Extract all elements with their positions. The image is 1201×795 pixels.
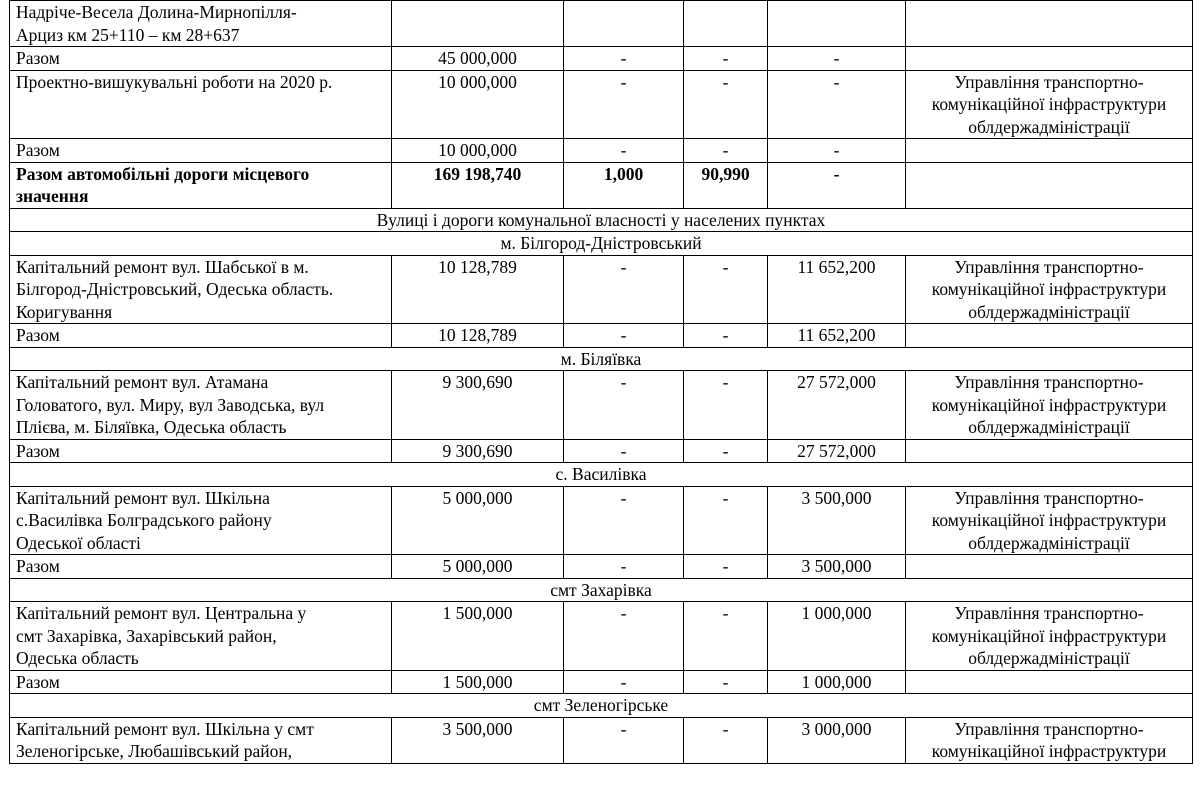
section-header-row [10, 232, 1193, 256]
item-name-cell [10, 70, 392, 139]
item-name-cell-line: Разом [16, 556, 60, 576]
table-row [10, 371, 1193, 440]
amount-cell: 1 500,000 [392, 670, 564, 694]
item-name-cell-line: Одеська область [16, 648, 139, 668]
item-name-cell-line: Проектно-вишукувальні роботи на 2020 р. [16, 71, 333, 92]
amount-cell: 10 128,789 [392, 324, 564, 348]
item-name-cell [10, 486, 392, 555]
value-cell-3: - [564, 439, 684, 463]
section-header-row [10, 463, 1193, 487]
item-name-cell [10, 717, 392, 763]
value-cell-3: - [564, 602, 684, 671]
value-cell-4: - [684, 602, 768, 671]
subtotal-row [10, 555, 1193, 579]
value-cell-5: 27 572,000 [768, 439, 906, 463]
item-name-cell [10, 439, 392, 463]
value-cell-3: - [564, 486, 684, 555]
subtotal-row [10, 324, 1193, 348]
organization-cell [906, 255, 1193, 324]
section-title: смт Захарівка [10, 578, 1193, 602]
budget-table-body [10, 1, 1193, 764]
organization-cell-line: Управління транспортно- [954, 71, 1144, 92]
item-name-cell-line: Надріче-Весела Долина-Мирнопілля- [16, 2, 297, 22]
value-cell-4: - [684, 371, 768, 440]
item-name-cell-line: Капітальний ремонт вул. Шабської в м. [16, 256, 309, 277]
item-name-cell [10, 139, 392, 163]
item-name-cell [10, 371, 392, 440]
value-cell-4: 90,990 [684, 162, 768, 208]
section-header-row [10, 208, 1193, 232]
subtotal-row [10, 139, 1193, 163]
amount-cell: 169 198,740 [392, 162, 564, 208]
table-row [10, 717, 1193, 763]
section-title: смт Зеленогірське [10, 694, 1193, 718]
amount-cell: 10 000,000 [392, 70, 564, 139]
value-cell-5: - [768, 47, 906, 71]
table-row [10, 70, 1193, 139]
amount-cell: 9 300,690 [392, 439, 564, 463]
value-cell-5 [768, 1, 906, 47]
organization-cell-line: комунікаційної інфраструктури [931, 741, 1167, 761]
item-name-cell-line: Разом [16, 440, 60, 461]
value-cell-5: 3 500,000 [768, 555, 906, 579]
item-name-cell-line: Разом [16, 671, 60, 692]
item-name-cell-line: Разом [16, 48, 60, 68]
value-cell-3 [564, 1, 684, 47]
value-cell-5: 1 000,000 [768, 670, 906, 694]
item-name-cell-line: Зеленогірське, Любашівський район, [16, 741, 293, 761]
organization-cell-line: Управління транспортно- [954, 256, 1144, 277]
value-cell-5: - [768, 70, 906, 139]
value-cell-3: - [564, 255, 684, 324]
item-name-cell-line: Капітальний ремонт вул. Атамана [16, 372, 269, 392]
organization-cell-line: комунікаційної інфраструктури [931, 94, 1167, 114]
value-cell-3: - [564, 555, 684, 579]
item-name-cell-line: Капітальний ремонт вул. Центральна у [16, 603, 307, 623]
organization-cell [906, 70, 1193, 139]
value-cell-5: - [768, 162, 906, 208]
organization-cell-line: Управління транспортно- [954, 718, 1144, 739]
value-cell-3: 1,000 [564, 162, 684, 208]
section-header-row [10, 578, 1193, 602]
organization-cell [906, 139, 1193, 163]
organization-cell-line: облдержадміністрації [968, 301, 1130, 322]
value-cell-4: - [684, 255, 768, 324]
item-name-cell-line: значення [16, 186, 89, 206]
subtotal-row [10, 47, 1193, 71]
item-name-cell-line: Разом автомобільні дороги місцевого [16, 163, 310, 184]
value-cell-4: - [684, 486, 768, 555]
item-name-cell [10, 1, 392, 47]
amount-cell: 3 500,000 [392, 717, 564, 763]
item-name-cell-line: Одеської області [16, 532, 141, 553]
organization-cell [906, 371, 1193, 440]
value-cell-4: - [684, 139, 768, 163]
organization-cell-line: комунікаційної інфраструктури [931, 279, 1167, 299]
value-cell-3: - [564, 371, 684, 440]
item-name-cell-line: Капітальний ремонт вул. Шкільна [16, 487, 270, 508]
table-row [10, 1, 1193, 47]
organization-cell [906, 1, 1193, 47]
item-name-cell-line: с.Василівка Болградського району [16, 510, 272, 530]
value-cell-5: 11 652,200 [768, 255, 906, 324]
item-name-cell [10, 162, 392, 208]
item-name-cell [10, 602, 392, 671]
item-name-cell-line: Капітальний ремонт вул. Шкільна у смт [16, 718, 314, 739]
organization-cell [906, 602, 1193, 671]
value-cell-4: - [684, 47, 768, 71]
section-header-row [10, 694, 1193, 718]
organization-cell-line: комунікаційної інфраструктури [931, 510, 1167, 530]
value-cell-4: - [684, 439, 768, 463]
organization-cell [906, 717, 1193, 763]
section-title: м. Біляївка [10, 347, 1193, 371]
value-cell-3: - [564, 47, 684, 71]
table-row [10, 486, 1193, 555]
value-cell-5: 3 000,000 [768, 717, 906, 763]
organization-cell-line: облдержадміністрації [968, 648, 1130, 668]
organization-cell [906, 486, 1193, 555]
item-name-cell-line: Арциз км 25+110 – км 28+637 [16, 24, 240, 45]
value-cell-4: - [684, 70, 768, 139]
organization-cell-line: Управління транспортно- [954, 372, 1144, 392]
organization-cell [906, 324, 1193, 348]
item-name-cell [10, 255, 392, 324]
value-cell-5: 1 000,000 [768, 602, 906, 671]
amount-cell: 5 000,000 [392, 555, 564, 579]
item-name-cell-line: Головатого, вул. Миру, вул Заводська, вул [16, 394, 325, 415]
table-row [10, 602, 1193, 671]
item-name-cell-line: Плієва, м. Біляївка, Одеська область [16, 417, 287, 437]
organization-cell-line: Управління транспортно- [954, 487, 1144, 508]
item-name-cell [10, 670, 392, 694]
total-row [10, 162, 1193, 208]
amount-cell: 9 300,690 [392, 371, 564, 440]
organization-cell [906, 555, 1193, 579]
value-cell-4: - [684, 324, 768, 348]
item-name-cell-line: Разом [16, 325, 60, 345]
amount-cell: 45 000,000 [392, 47, 564, 71]
item-name-cell [10, 47, 392, 71]
value-cell-3: - [564, 670, 684, 694]
organization-cell-line: комунікаційної інфраструктури [931, 625, 1167, 646]
value-cell-3: - [564, 70, 684, 139]
value-cell-5: 3 500,000 [768, 486, 906, 555]
table-row [10, 255, 1193, 324]
amount-cell: 10 000,000 [392, 139, 564, 163]
organization-cell [906, 47, 1193, 71]
amount-cell: 10 128,789 [392, 255, 564, 324]
amount-cell: 1 500,000 [392, 602, 564, 671]
section-title: м. Білгород-Дністровський [10, 232, 1193, 256]
budget-table [9, 0, 1193, 764]
value-cell-5: - [768, 139, 906, 163]
item-name-cell [10, 555, 392, 579]
subtotal-row [10, 670, 1193, 694]
value-cell-4: - [684, 717, 768, 763]
amount-cell [392, 1, 564, 47]
value-cell-5: 27 572,000 [768, 371, 906, 440]
item-name-cell-line: Коригування [16, 301, 113, 322]
item-name-cell-line: смт Захарівка, Захарівський район, [16, 625, 277, 646]
value-cell-4 [684, 1, 768, 47]
value-cell-5: 11 652,200 [768, 324, 906, 348]
value-cell-4: - [684, 555, 768, 579]
organization-cell-line: комунікаційної інфраструктури [931, 394, 1167, 415]
organization-cell-line: Управління транспортно- [954, 603, 1144, 623]
value-cell-3: - [564, 139, 684, 163]
value-cell-3: - [564, 324, 684, 348]
amount-cell: 5 000,000 [392, 486, 564, 555]
item-name-cell-line: Білгород-Дністровський, Одеська область. [16, 279, 334, 299]
value-cell-3: - [564, 717, 684, 763]
subtotal-row [10, 439, 1193, 463]
section-title: Вулиці і дороги комунальної власності у населених пунктах [10, 208, 1193, 232]
section-title: с. Василівка [10, 463, 1193, 487]
organization-cell [906, 162, 1193, 208]
section-header-row [10, 347, 1193, 371]
value-cell-4: - [684, 670, 768, 694]
organization-cell-line: облдержадміністрації [968, 532, 1130, 553]
organization-cell [906, 670, 1193, 694]
organization-cell-line: облдержадміністрації [968, 417, 1130, 437]
item-name-cell-line: Разом [16, 140, 60, 160]
organization-cell-line: облдержадміністрації [968, 116, 1130, 137]
item-name-cell [10, 324, 392, 348]
organization-cell [906, 439, 1193, 463]
